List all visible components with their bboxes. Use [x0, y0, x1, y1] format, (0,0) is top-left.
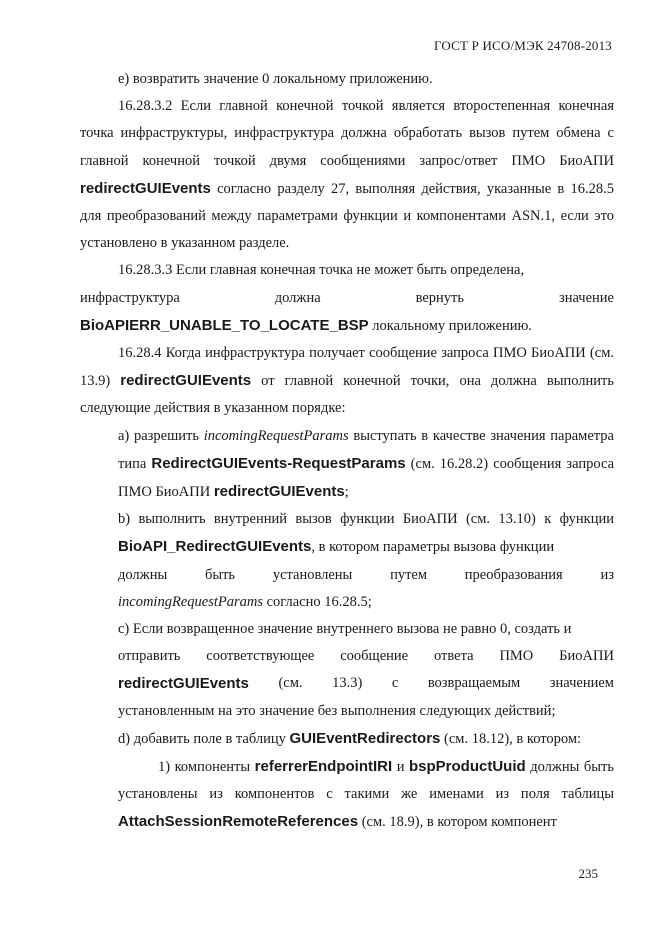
word: быть	[204, 566, 236, 583]
code-term: BioAPI_RedirectGUIEvents	[118, 538, 312, 556]
text-block	[80, 506, 614, 561]
code-term: RedirectGUIEvents-RequestParams	[151, 454, 406, 472]
spread-line	[80, 670, 614, 697]
text-line: установленным на это значение без выполнения следующих действий;	[118, 702, 556, 719]
word: 13.3)	[332, 675, 363, 692]
text: d) добавить поле в таблицу	[118, 730, 290, 747]
document-header: ГОСТ Р ИСО/МЭК 24708-2013	[433, 38, 612, 53]
paragraph-16-28-3-2	[80, 93, 614, 257]
text: должны быть установлены из компонентов с такими же именами из поля таблицы	[118, 759, 614, 803]
word: отправить	[118, 648, 181, 665]
text: c) Если возвращенное значение внутреннего вызова не равно 0, создать и	[118, 621, 572, 638]
text: и	[392, 759, 409, 776]
word: из	[600, 566, 614, 583]
word: путем	[390, 566, 428, 583]
list-item-a	[80, 423, 614, 507]
text: b) выполнить внутренний вызов функции БиоАПИ (см. 13.10) к функции	[118, 511, 614, 528]
text: , в котором параметры вызова функции	[311, 539, 555, 556]
text: 1) компоненты	[158, 759, 255, 776]
text: согласно 16.28.5;	[262, 593, 372, 610]
word: БиоАПИ	[559, 648, 614, 665]
word: должна	[274, 289, 321, 306]
word: значением	[549, 675, 614, 692]
text: (см. 18.12), в котором:	[440, 730, 582, 747]
text: ;	[344, 484, 349, 501]
italic-term: incomingRequestParams	[203, 427, 349, 444]
code-term: GUIEventRedirectors	[289, 729, 441, 747]
word: сообщение	[340, 648, 409, 665]
text: от главной конечной точки, она должна выполнить следующие действия в указанном порядке:	[80, 373, 614, 417]
text-line	[80, 589, 614, 616]
word: с	[391, 675, 399, 692]
word: инфраструктура	[80, 289, 180, 306]
text: а) разрешить	[118, 427, 204, 444]
page-body	[80, 66, 614, 837]
word: установлены	[272, 566, 353, 583]
page-number: 235	[578, 866, 598, 881]
code-term: bspProductUuid	[409, 758, 526, 776]
spread-line	[80, 285, 614, 312]
text: согласно разделу 27, выполняя действия, указанные в 16.28.5 для преобразований между параметрами функции и компонентами ASN.1, если это установлено в указанном разделе.	[80, 180, 614, 252]
word: ответа	[434, 648, 474, 665]
text: (см. 16.28.2) сообщения запроса ПМО БиоАПИ	[118, 455, 615, 501]
word: преобразования	[464, 566, 563, 583]
paragraph-16-28-4	[80, 340, 614, 423]
spread-line	[80, 562, 614, 589]
code-term: redirectGUIEvents	[80, 179, 211, 197]
code-term: redirectGUIEvents	[118, 675, 249, 693]
word: вернуть	[415, 289, 465, 306]
text: 16.28.3.3 Если главная конечная точка не может быть определена,	[118, 262, 525, 279]
text: выступать в качестве значения параметра типа	[118, 427, 614, 472]
paragraph-e: e) возвратить значение 0 локальному приложению.	[118, 71, 433, 87]
italic-term: incomingRequestParams	[118, 593, 263, 610]
word: соответствующее	[206, 648, 315, 665]
word: (см.	[278, 675, 303, 692]
word: возвращаемым	[427, 675, 521, 692]
list-item-1	[80, 753, 614, 837]
code-term: BioAPIERR_UNABLE_TO_LOCATE_BSP	[80, 316, 369, 334]
code-term: redirectGUIEvents	[213, 483, 345, 501]
word: должны	[118, 566, 168, 583]
spread-line	[80, 643, 614, 670]
code-term: referrerEndpointIRI	[254, 758, 393, 776]
list-item-c	[80, 616, 614, 725]
code-term: redirectGUIEvents	[120, 372, 252, 390]
text-line	[80, 312, 614, 340]
text: 16.28.4 Когда инфраструктура получает сообщение запроса ПМО БиоАПИ (см. 13.9)	[80, 345, 614, 390]
text: локальному приложению.	[368, 317, 532, 334]
word: ПМО	[499, 648, 534, 665]
code-term: AttachSessionRemoteReferences	[118, 813, 359, 831]
text: (см. 18.9), в котором компонент	[358, 814, 557, 831]
list-item-b	[80, 506, 614, 616]
list-item-d	[80, 725, 614, 753]
text: 16.28.3.2 Если главной конечной точкой является второстепенная конечная точка инфраструктуры, инфраструктура должна обработать вызов путем обмена с главной конечной точкой двумя сообщениями запрос/ответ ПМО БиоАПИ	[80, 98, 614, 169]
paragraph-16-28-3-3	[80, 257, 614, 340]
word: значение	[558, 289, 614, 306]
